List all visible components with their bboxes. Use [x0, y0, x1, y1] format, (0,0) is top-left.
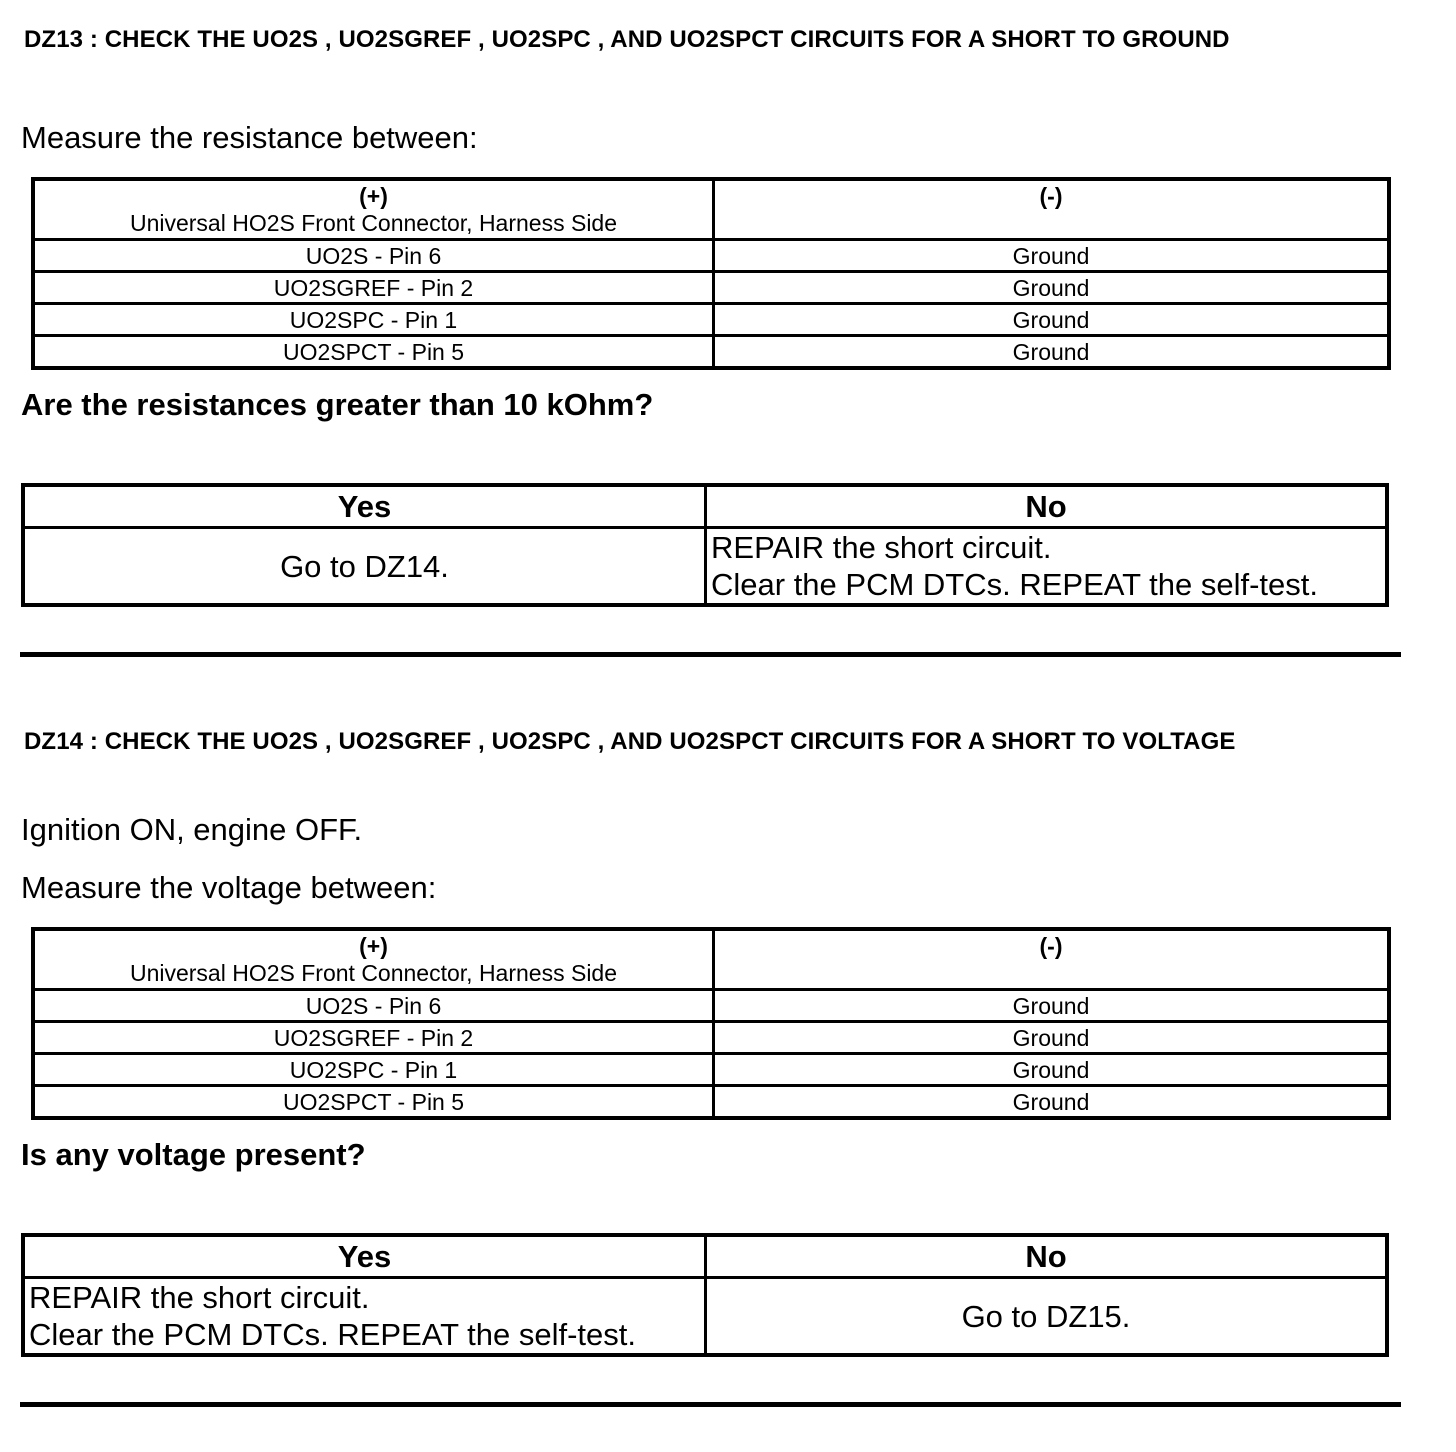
dz14-no-action [706, 1278, 1388, 1356]
dz13-plus-cell: UO2SPCT - Pin 5 [33, 336, 714, 369]
dz13-yes-line: Go to DZ14. [280, 548, 449, 584]
step-dz14-instruction: Measure the voltage between: [21, 870, 437, 905]
dz14-no-line: Go to DZ15. [961, 1298, 1131, 1334]
table-row [33, 990, 1389, 1022]
dz13-minus-cell: Ground [714, 304, 1390, 336]
dz14-measurement-table [31, 927, 1391, 1120]
dz13-minus-header-cell [714, 179, 1390, 240]
dz13-minus-header: (-) [1039, 183, 1063, 209]
table-row [33, 1054, 1389, 1086]
dz13-decision-table [21, 483, 1389, 607]
dz13-minus-cell: Ground [714, 272, 1390, 304]
dz14-decision-table [21, 1233, 1389, 1357]
table-row [33, 240, 1389, 272]
section-divider [20, 1402, 1401, 1407]
dz14-question: Is any voltage present? [21, 1137, 366, 1172]
dz14-yes-header: Yes [23, 1235, 706, 1278]
dz13-minus-cell: Ground [714, 240, 1390, 272]
dz13-question: Are the resistances greater than 10 kOhm? [21, 387, 654, 422]
dz14-plus-header-cell [33, 929, 714, 990]
dz13-plus-cell: UO2SGREF - Pin 2 [33, 272, 714, 304]
table-row [33, 1022, 1389, 1054]
dz14-plus-cell: UO2SPCT - Pin 5 [33, 1086, 714, 1119]
dz13-plus-header: (+) [359, 183, 388, 209]
dz14-minus-cell: Ground [714, 1054, 1390, 1086]
dz14-plus-cell: UO2SPC - Pin 1 [33, 1054, 714, 1086]
dz13-no-header: No [706, 485, 1388, 528]
dz14-yes-line: Clear the PCM DTCs. REPEAT the self-test. [29, 1317, 636, 1352]
dz13-measurement-table [31, 177, 1391, 370]
dz13-no-line: REPAIR the short circuit. [711, 530, 1052, 565]
dz14-yes-line: REPAIR the short circuit. [29, 1280, 370, 1315]
dz14-plus-subheader: Universal HO2S Front Connector, Harness Side [129, 960, 618, 986]
dz13-yes-header: Yes [23, 485, 706, 528]
dz14-minus-header-cell [714, 929, 1390, 990]
dz14-minus-cell: Ground [714, 1086, 1390, 1119]
dz13-plus-header-cell [33, 179, 714, 240]
step-dz13-instruction: Measure the resistance between: [21, 120, 478, 155]
dz14-yes-action [23, 1278, 706, 1356]
step-dz13-title: DZ13 : CHECK THE UO2S , UO2SGREF , UO2SPC , AND UO2SPCT CIRCUITS FOR A SHORT TO GROUND [24, 26, 1230, 53]
table-row [33, 304, 1389, 336]
dz14-plus-cell: UO2SGREF - Pin 2 [33, 1022, 714, 1054]
dz13-plus-cell: UO2SPC - Pin 1 [33, 304, 714, 336]
table-row [33, 272, 1389, 304]
dz14-minus-cell: Ground [714, 1022, 1390, 1054]
dz13-no-action [706, 528, 1388, 606]
dz14-minus-header: (-) [1039, 933, 1063, 959]
dz13-no-line: Clear the PCM DTCs. REPEAT the self-test. [711, 567, 1318, 602]
dz13-minus-cell: Ground [714, 336, 1390, 369]
dz13-yes-action [23, 528, 706, 606]
dz13-plus-subheader: Universal HO2S Front Connector, Harness Side [129, 210, 618, 236]
table-row [33, 1086, 1389, 1119]
dz14-plus-header: (+) [359, 933, 388, 959]
table-row [33, 336, 1389, 369]
step-dz14-instruction: Ignition ON, engine OFF. [21, 812, 363, 847]
dz13-plus-cell: UO2S - Pin 6 [33, 240, 714, 272]
dz14-minus-cell: Ground [714, 990, 1390, 1022]
section-divider [20, 652, 1401, 657]
dz14-plus-cell: UO2S - Pin 6 [33, 990, 714, 1022]
step-dz14-title: DZ14 : CHECK THE UO2S , UO2SGREF , UO2SPC , AND UO2SPCT CIRCUITS FOR A SHORT TO VOLTAGE [24, 728, 1236, 755]
dz14-no-header: No [706, 1235, 1388, 1278]
